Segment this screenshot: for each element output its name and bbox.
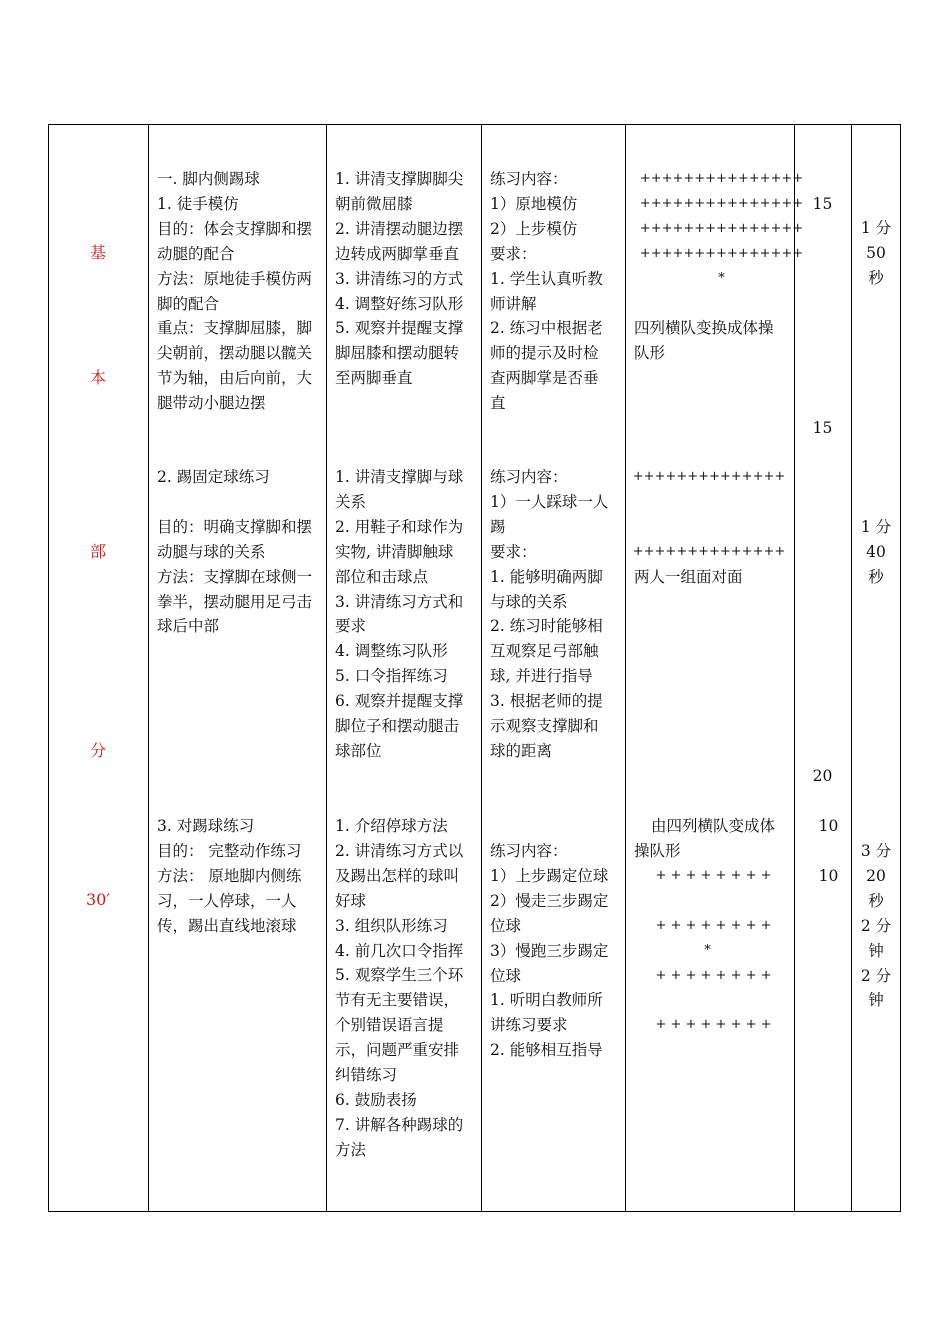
repetition-count: 15 bbox=[812, 419, 833, 437]
section-char: 基 bbox=[89, 243, 106, 262]
text-line: 2. 讲清摆动腿边摆 bbox=[335, 219, 464, 238]
text-line: 目的：明确支撑脚和摆 bbox=[157, 517, 313, 536]
text-line: 1. 介绍停球方法 bbox=[335, 817, 448, 835]
text-line: 3. 根据老师的提 bbox=[490, 692, 603, 711]
text-line: 好球 bbox=[335, 891, 367, 910]
text-line: 1. 讲清支撑脚脚尖 bbox=[335, 170, 464, 188]
content-block bbox=[157, 814, 301, 939]
text-line: 操队形 bbox=[634, 841, 681, 860]
formation-note: 两人一组面对面 bbox=[634, 568, 743, 586]
text-line: 传，踢出直线地滚球 bbox=[157, 916, 297, 935]
formation-diagram bbox=[625, 167, 818, 292]
text-line: 2. 练习中根据老 bbox=[490, 319, 603, 338]
section-char: 分 bbox=[89, 741, 106, 760]
text-line: 5. 口令指挥练习 bbox=[335, 667, 448, 686]
formation-note bbox=[634, 316, 774, 366]
content-block bbox=[490, 465, 608, 764]
repetition-count: 20 bbox=[812, 767, 833, 785]
text-line: 1. 听明白教师所 bbox=[490, 991, 603, 1010]
formation-row: +++++++++++++++ bbox=[639, 171, 804, 186]
text-line: 习，一人停球，一人 bbox=[157, 891, 297, 910]
formation-row: + + + + + + + + bbox=[655, 868, 772, 883]
text-line: 5. 观察学生三个环 bbox=[335, 966, 464, 985]
column-divider bbox=[326, 125, 327, 1211]
text-line: 3 分 bbox=[860, 842, 892, 860]
text-line: 2. 练习时能够相 bbox=[490, 617, 603, 636]
text-line: 要求： bbox=[490, 244, 537, 263]
text-line: 2）慢走三步踢定 bbox=[490, 891, 609, 910]
text-line: 边转成两脚掌垂直 bbox=[335, 244, 460, 263]
text-line: 要求 bbox=[335, 617, 367, 636]
text-line: 秒 bbox=[868, 268, 884, 287]
text-line: 6. 观察并提醒支撑 bbox=[335, 692, 464, 711]
text-line: 3. 讲清练习方式和 bbox=[335, 592, 464, 611]
column-divider bbox=[148, 125, 149, 1211]
text-line: 2 分 bbox=[860, 916, 892, 935]
text-line: 重点：支撑脚屈膝，脚 bbox=[157, 319, 313, 338]
time-value bbox=[851, 839, 901, 1013]
text-line: 动腿的配合 bbox=[157, 244, 235, 263]
text-line: 尖朝前，摆动腿以髋关 bbox=[157, 344, 313, 363]
text-line: 秒 bbox=[868, 891, 884, 910]
text-line: 目的：体会支撑脚和摆 bbox=[157, 219, 313, 238]
text-line: 示观察支撑脚和 bbox=[490, 717, 599, 736]
text-line: 示，问题严重安排 bbox=[335, 1041, 460, 1060]
formation-row: +++++++++++++++ bbox=[639, 220, 804, 236]
section-duration: 30′ bbox=[86, 890, 110, 909]
text-line: 部位和击球点 bbox=[335, 567, 429, 586]
content-block bbox=[335, 465, 463, 764]
formation-row: +++++++++++++++ bbox=[639, 195, 804, 211]
text-line: 方法：原地徒手模仿两 bbox=[157, 269, 313, 288]
text-line: 与球的关系 bbox=[490, 592, 568, 611]
text-line: 50 bbox=[866, 243, 886, 262]
text-line: 练习内容： bbox=[490, 170, 568, 188]
text-line: 6. 鼓励表扬 bbox=[335, 1090, 417, 1109]
repetition-count: 10 bbox=[818, 867, 839, 885]
text-line: 脚屈膝和摆动腿转 bbox=[335, 344, 460, 363]
formation-row: + + + + + + + + bbox=[655, 1017, 772, 1033]
text-line: 2. 用鞋子和球作为 bbox=[335, 517, 464, 536]
text-line: 目的： 完整动作练习 bbox=[157, 841, 302, 860]
section-char: 部 bbox=[89, 542, 106, 561]
text-line: 脚位子和摆动腿击 bbox=[335, 717, 460, 736]
text-line: 1 分 bbox=[860, 219, 892, 237]
text-line: 一. 脚内侧踢球 bbox=[157, 170, 260, 188]
text-line: 朝前微屈膝 bbox=[335, 194, 413, 213]
text-line: 互观察足弓部触 bbox=[490, 642, 599, 661]
text-line: 球, 并进行指导 bbox=[490, 667, 593, 686]
text-line: 1. 讲清支撑脚与球 bbox=[335, 468, 464, 486]
content-block bbox=[335, 814, 463, 1163]
formation-row: + + + + + + + + bbox=[655, 967, 772, 983]
text-line: 个别错误语言提 bbox=[335, 1016, 444, 1035]
section-char: 本 bbox=[89, 368, 106, 387]
text-line: 纠错练习 bbox=[335, 1066, 398, 1085]
time-value bbox=[851, 515, 901, 590]
text-line: 队形 bbox=[634, 343, 666, 362]
text-line: 练习内容： bbox=[490, 842, 568, 860]
text-line: 四列横队变换成体操 bbox=[634, 319, 774, 337]
text-line: 至两脚垂直 bbox=[335, 369, 413, 388]
content-block bbox=[157, 167, 312, 416]
text-line: 踢 bbox=[490, 517, 506, 536]
text-line: 2. 能够相互指导 bbox=[490, 1041, 603, 1060]
text-line: 4. 前几次口令指挥 bbox=[335, 941, 464, 960]
text-line: 直 bbox=[490, 394, 506, 413]
text-line: 3. 对踢球练习 bbox=[157, 817, 255, 835]
text-line: 1. 能够明确两脚 bbox=[490, 567, 603, 586]
text-line: 5. 观察并提醒支撑 bbox=[335, 319, 464, 338]
text-line: 20 bbox=[866, 866, 886, 885]
text-line: 3. 讲清练习的方式 bbox=[335, 269, 464, 288]
text-line: 师的提示及时检 bbox=[490, 344, 599, 363]
text-line: 球部位 bbox=[335, 741, 382, 760]
text-line: 4. 调整好练习队形 bbox=[335, 294, 464, 313]
column-divider bbox=[481, 125, 482, 1211]
time-value bbox=[851, 216, 901, 291]
text-line: 腿带动小腿边摆 bbox=[157, 394, 266, 413]
text-line: 1）上步踢定位球 bbox=[490, 866, 609, 885]
text-line: 1 分 bbox=[860, 518, 892, 536]
text-line: 节为轴，由后向前，大 bbox=[157, 369, 313, 388]
text-line: 位球 bbox=[490, 916, 522, 935]
formation-diagram bbox=[625, 864, 802, 1038]
text-line: 由四列横队变成体 bbox=[651, 817, 776, 835]
formation-row: ++++++++++++++ bbox=[632, 469, 786, 484]
repetition-count: 10 bbox=[818, 817, 839, 835]
text-line: 球的距离 bbox=[490, 741, 553, 760]
text-line: 1）一人踩球一人 bbox=[490, 492, 609, 511]
teacher-marker: * bbox=[704, 942, 711, 958]
text-line: 1. 徒手模仿 bbox=[157, 194, 239, 213]
text-line: 3）慢跑三步踢定 bbox=[490, 941, 609, 960]
text-line: 练习内容： bbox=[490, 468, 568, 486]
text-line bbox=[157, 490, 312, 515]
text-line: 钟 bbox=[868, 991, 884, 1010]
text-line: 1. 学生认真听教 bbox=[490, 269, 603, 288]
content-block bbox=[335, 167, 463, 391]
text-line: 7. 讲解各种踢球的 bbox=[335, 1115, 464, 1134]
text-line: 查两脚掌是否垂 bbox=[490, 369, 599, 388]
text-line: 讲练习要求 bbox=[490, 1016, 568, 1035]
text-line: 钟 bbox=[868, 941, 884, 960]
text-line: 动腿与球的关系 bbox=[157, 542, 266, 561]
text-line: 球后中部 bbox=[157, 617, 220, 636]
text-line: 4. 调整练习队形 bbox=[335, 642, 448, 661]
formation-row: ++++++++++++++ bbox=[632, 544, 786, 559]
text-line: 2）上步模仿 bbox=[490, 219, 578, 238]
text-line: 拳半，摆动腿用足弓击 bbox=[157, 592, 313, 611]
text-line: 方法：支撑脚在球侧一 bbox=[157, 567, 313, 586]
text-line: 要求： bbox=[490, 542, 537, 561]
text-line: 关系 bbox=[335, 492, 367, 511]
text-line: 方法 bbox=[335, 1140, 367, 1159]
text-line: 2. 踢固定球练习 bbox=[157, 468, 270, 486]
text-line: 方法： 原地脚内侧练 bbox=[157, 866, 302, 885]
text-line: 及踢出怎样的球叫 bbox=[335, 866, 460, 885]
text-line: 秒 bbox=[868, 567, 884, 586]
teacher-marker: * bbox=[718, 270, 725, 286]
content-block bbox=[490, 839, 608, 1063]
text-line: 脚的配合 bbox=[157, 294, 220, 313]
formation-row: + + + + + + + + bbox=[655, 917, 772, 933]
text-line: 师讲解 bbox=[490, 294, 537, 313]
content-block bbox=[490, 167, 603, 416]
text-line: 2. 讲清练习方式以 bbox=[335, 841, 464, 860]
text-line: 1）原地模仿 bbox=[490, 194, 578, 213]
content-block bbox=[157, 465, 312, 639]
formation-note bbox=[634, 814, 775, 864]
text-line: 2 分 bbox=[860, 966, 892, 985]
text-line: 40 bbox=[866, 542, 886, 561]
repetition-count: 15 bbox=[812, 195, 833, 213]
text-line: 实物, 讲清脚触球 bbox=[335, 542, 454, 561]
formation-row: +++++++++++++++ bbox=[639, 245, 804, 261]
text-line: 节有无主要错误， bbox=[335, 991, 460, 1010]
text-line: 位球 bbox=[490, 966, 522, 985]
text-line: 3. 组织队形练习 bbox=[335, 916, 448, 935]
